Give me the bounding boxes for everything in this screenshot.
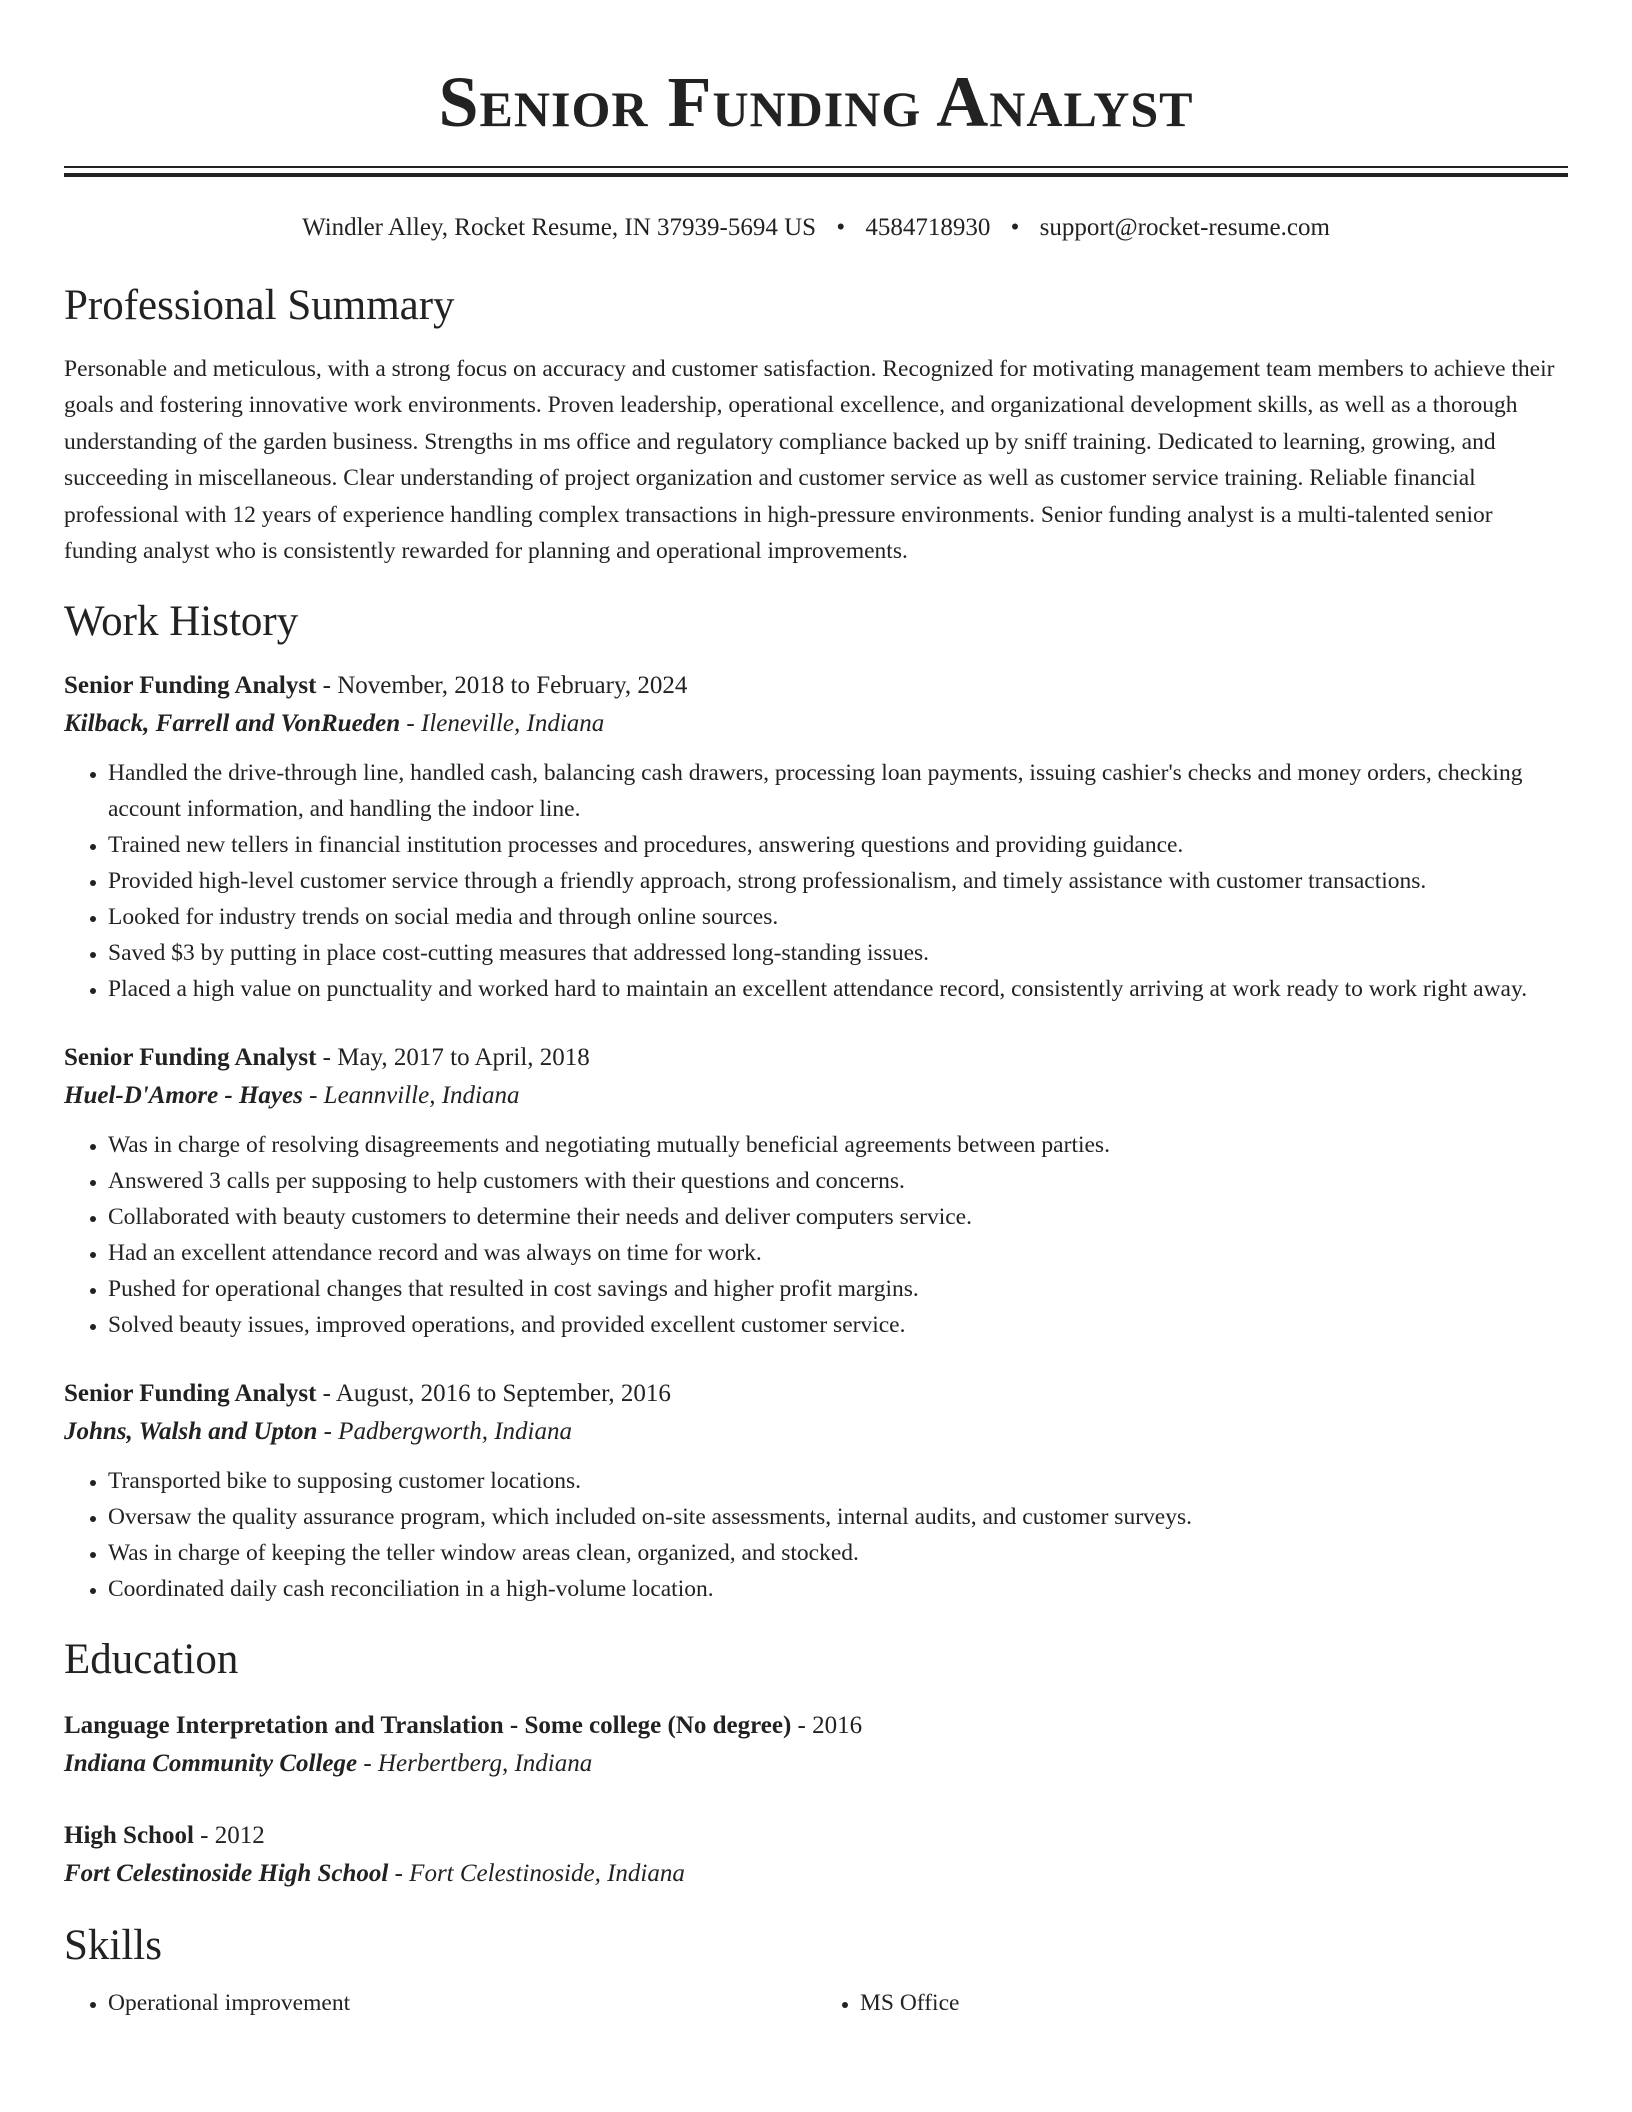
education-year: - 2016 <box>791 1712 863 1740</box>
header-divider-thin <box>64 166 1568 168</box>
job-bullet: • Trained new tellers in financial institution processes and procedures, answering questions and providing guidance. <box>108 827 1568 863</box>
education-entry <box>64 1817 1568 1893</box>
job-bullets <box>64 1127 1568 1343</box>
job-company: Johns, Walsh and Upton <box>64 1418 318 1446</box>
education-degree: High School <box>64 1822 194 1850</box>
job-bullet: • Had an excellent attendance record and was always on time for work. <box>108 1235 1568 1271</box>
job-bullet: • Oversaw the quality assurance program, which included on-site assessments, internal audits, and customer surveys. <box>108 1499 1568 1535</box>
skills-section <box>64 1921 1568 2021</box>
job-entry <box>64 1375 1568 1607</box>
education-institution <box>64 1745 1568 1783</box>
education-institution <box>64 1855 1568 1893</box>
contact-separator: • <box>836 214 846 241</box>
summary-heading: Professional Summary <box>64 282 455 329</box>
job-header <box>64 1039 1568 1077</box>
job-bullets <box>64 1463 1568 1607</box>
work-history-section <box>64 597 1568 1607</box>
job-location: - Padbergworth, Indiana <box>317 1418 572 1446</box>
summary-text: Personable and meticulous, with a strong focus on accuracy and customer satisfaction. Recognized for motivating management team members to achieve their goals and fostering innovative work environments. Proven leadership, operational excellence, and organizational development skills, as well as a thorough understanding of the garden business. Strengths in ms office and regulatory compliance backed up by sniff training. Dedicated to learning, growing, and succeeding in miscellaneous. Clear understanding of project organization and customer service as well as customer service training. Reliable financial professional with 12 years of experience handling complex transactions in high-pressure environments. Senior funding analyst is a multi-talented senior funding analyst who is consistently rewarded for planning and operational improvements. <box>64 356 1555 565</box>
resume-name: Senior Funding Analyst <box>438 62 1194 142</box>
job-title: Senior Funding Analyst <box>64 1044 317 1072</box>
job-title: Senior Funding Analyst <box>64 672 317 700</box>
education-year: - 2012 <box>193 1822 265 1850</box>
job-bullet: • Transported bike to supposing customer locations. <box>108 1463 1568 1499</box>
job-bullets <box>64 755 1568 1007</box>
skills-columns <box>64 1985 1568 2021</box>
work-history-heading: Work History <box>64 598 299 646</box>
skills-list-left <box>64 1985 816 2021</box>
education-header <box>64 1817 1568 1855</box>
job-employer <box>64 705 1568 743</box>
education-school: Fort Celestinoside High School <box>64 1860 389 1888</box>
contact-email: support@rocket-resume.com <box>1039 214 1330 241</box>
job-employer <box>64 1077 1568 1115</box>
job-location: - Ileneville, Indiana <box>400 710 605 738</box>
education-degree: Language Interpretation and Translation - Some college (No degree) <box>64 1712 792 1740</box>
job-entry <box>64 1039 1568 1343</box>
skill-item: • MS Office <box>860 1985 1568 2021</box>
education-header <box>64 1707 1568 1745</box>
education-section <box>64 1635 1568 1893</box>
job-dates: - May, 2017 to April, 2018 <box>316 1044 590 1072</box>
skills-list-right <box>816 1985 1568 2021</box>
job-header <box>64 667 1568 705</box>
job-bullet: • Handled the drive-through line, handled cash, balancing cash drawers, processing loan payments, issuing cashier's checks and money orders, checking account information, and handling the indoor line. <box>108 755 1568 827</box>
job-title: Senior Funding Analyst <box>64 1380 317 1408</box>
contact-address: Windler Alley, Rocket Resume, IN 37939-5694 US <box>302 214 817 241</box>
contact-separator: • <box>1010 214 1020 241</box>
job-bullet: • Provided high-level customer service through a friendly approach, strong professionalism, and timely assistance with customer transactions. <box>108 863 1568 899</box>
job-dates: - November, 2018 to February, 2024 <box>316 672 688 700</box>
job-bullet: • Saved $3 by putting in place cost-cutting measures that addressed long-standing issues. <box>108 935 1568 971</box>
education-location: - Herbertberg, Indiana <box>357 1750 593 1778</box>
contact-phone: 4584718930 <box>865 214 991 241</box>
education-heading: Education <box>64 1636 239 1684</box>
job-entry <box>64 667 1568 1007</box>
education-school: Indiana Community College <box>64 1750 358 1778</box>
job-bullet: • Was in charge of keeping the teller window areas clean, organized, and stocked. <box>108 1535 1568 1571</box>
job-bullet: • Placed a high value on punctuality and worked hard to maintain an excellent attendance record, consistently arriving at work ready to work right away. <box>108 971 1568 1007</box>
job-bullet: • Solved beauty issues, improved operations, and provided excellent customer service. <box>108 1307 1568 1343</box>
summary-section <box>64 281 1568 569</box>
job-location: - Leannville, Indiana <box>302 1082 520 1110</box>
job-bullet: • Coordinated daily cash reconciliation in a high-volume location. <box>108 1571 1568 1607</box>
job-company: Kilback, Farrell and VonRueden <box>64 710 401 738</box>
job-company: Huel-D'Amore - Hayes <box>64 1082 303 1110</box>
header-divider-thick <box>64 173 1568 177</box>
job-employer <box>64 1413 1568 1451</box>
skill-item: • Operational improvement <box>108 1985 816 2021</box>
skills-heading: Skills <box>64 1922 162 1970</box>
job-bullet: • Looked for industry trends on social media and through online sources. <box>108 899 1568 935</box>
education-location: - Fort Celestinoside, Indiana <box>388 1860 685 1888</box>
job-bullet: • Answered 3 calls per supposing to help customers with their questions and concerns. <box>108 1163 1568 1199</box>
job-bullet: • Was in charge of resolving disagreements and negotiating mutually beneficial agreements between parties. <box>108 1127 1568 1163</box>
job-bullet: • Pushed for operational changes that resulted in cost savings and higher profit margins. <box>108 1271 1568 1307</box>
job-dates: - August, 2016 to September, 2016 <box>316 1380 671 1408</box>
contact-line <box>64 213 1568 243</box>
job-bullet: • Collaborated with beauty customers to determine their needs and deliver computers service. <box>108 1199 1568 1235</box>
job-header <box>64 1375 1568 1413</box>
education-entry <box>64 1707 1568 1783</box>
